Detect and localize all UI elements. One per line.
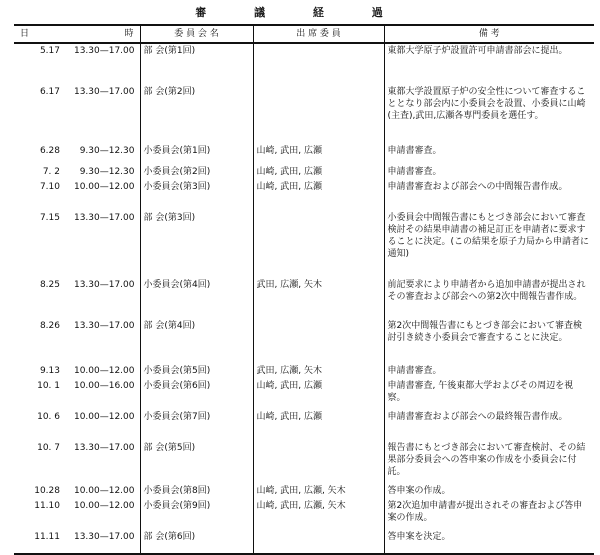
committee-cell: 部 会(第4回) xyxy=(140,319,253,364)
time-cell: 13.30—17.00 xyxy=(62,211,140,278)
committee-cell: 小委員会(第7回) xyxy=(140,410,253,441)
time-cell: 13.30—17.00 xyxy=(62,43,140,85)
time-cell: 10.00—12.00 xyxy=(62,410,140,441)
table-row xyxy=(14,144,594,165)
date-cell: 6.17 xyxy=(39,87,60,97)
members-cell: 山崎, 武田, 広瀬 xyxy=(253,410,384,441)
table-row xyxy=(14,165,594,180)
time-cell: 13.30—17.00 xyxy=(62,530,140,554)
date-cell: 7. 2 xyxy=(42,167,60,177)
notes-cell: 東都大学設置原子炉の安全性について審査することとなり部会内に小委員会を設置、小委員に山崎(主査),武田,広瀬各専門委員を選任す。 xyxy=(387,87,586,121)
table-row xyxy=(14,530,594,554)
date-cell: 7.15 xyxy=(39,213,60,223)
committee-cell: 小委員会(第1回) xyxy=(140,144,253,165)
table-row xyxy=(14,379,594,410)
table-row xyxy=(14,364,594,379)
date-cell: 8.26 xyxy=(39,321,60,331)
page-title: 審 議 経 過 xyxy=(195,6,405,19)
date-cell: 11.11 xyxy=(14,530,62,554)
time-cell: 10.00—12.00 xyxy=(62,499,140,530)
notes-cell: 東都大学原子炉設置許可申請書部会に提出。 xyxy=(387,46,568,56)
column-header-committee: 委 員 会 名 xyxy=(140,25,253,43)
date-cell: 7.10 xyxy=(39,182,60,192)
committee-cell: 部 会(第6回) xyxy=(140,530,253,554)
column-header-notes: 備 考 xyxy=(384,25,594,43)
committee-cell: 小委員会(第8回) xyxy=(140,484,253,499)
date-cell: 8.25 xyxy=(39,280,60,290)
date-cell: 9.13 xyxy=(39,366,60,376)
notes-cell: 第2次追加申請書が提出されその審査および答申案の作成。 xyxy=(387,501,583,523)
notes-cell: 申請書審査。 xyxy=(387,146,442,156)
notes-cell: 申請書審査および部会への中間報告書作成。 xyxy=(387,182,568,192)
members-cell: 山崎, 武田, 広瀬 xyxy=(253,379,384,410)
members-cell xyxy=(253,319,384,364)
committee-cell: 部 会(第5回) xyxy=(140,441,253,484)
committee-cell: 小委員会(第6回) xyxy=(140,379,253,410)
time-cell: 10.00—12.00 xyxy=(62,364,140,379)
committee-cell: 小委員会(第3回) xyxy=(140,180,253,211)
table-row xyxy=(14,180,594,211)
table-header-row xyxy=(14,25,594,43)
notes-cell: 答申案の作成。 xyxy=(387,486,451,496)
table-row xyxy=(14,85,594,144)
committee-cell: 部 会(第1回) xyxy=(140,43,253,85)
members-cell: 山崎, 武田, 広瀬, 矢木 xyxy=(253,484,384,499)
table-row xyxy=(14,441,594,484)
notes-cell: 申請書審査, 午後東都大学およびその周辺を視察。 xyxy=(387,381,574,403)
table-row xyxy=(14,43,594,85)
members-cell: 武田, 広瀬, 矢木 xyxy=(253,278,384,319)
notes-cell: 申請書審査および部会への最終報告書作成。 xyxy=(387,412,568,422)
notes-cell: 第2次中間報告書にもとづき部会において審査検討引き続き小委員会で審査することに決定。 xyxy=(387,321,583,343)
committee-cell: 部 会(第3回) xyxy=(140,211,253,278)
time-cell: 13.30—17.00 xyxy=(62,278,140,319)
time-cell: 9.30—12.30 xyxy=(62,144,140,165)
date-cell: 10. 6 xyxy=(37,412,60,422)
committee-cell: 部 会(第2回) xyxy=(140,85,253,144)
committee-cell: 小委員会(第5回) xyxy=(140,364,253,379)
members-cell: 山崎, 武田, 広瀬 xyxy=(253,165,384,180)
committee-cell: 小委員会(第2回) xyxy=(140,165,253,180)
notes-cell: 申請書審査。 xyxy=(387,167,442,177)
table-row xyxy=(14,484,594,499)
date-cell: 5.17 xyxy=(39,46,60,56)
notes-cell: 答申案を決定。 xyxy=(384,530,594,554)
members-cell xyxy=(253,211,384,278)
column-header-time: 時 xyxy=(62,25,140,43)
members-cell xyxy=(253,43,384,85)
time-cell: 10.00—12.00 xyxy=(62,180,140,211)
members-cell xyxy=(253,85,384,144)
date-cell: 11.10 xyxy=(34,501,60,511)
table-row xyxy=(14,278,594,319)
table-row xyxy=(14,410,594,441)
time-cell: 13.30—17.00 xyxy=(62,319,140,364)
date-cell: 6.28 xyxy=(39,146,60,156)
column-header-members: 出 席 委 員 xyxy=(253,25,384,43)
committee-cell: 小委員会(第4回) xyxy=(140,278,253,319)
date-cell: 10.28 xyxy=(34,486,60,496)
members-cell: 山崎, 武田, 広瀬 xyxy=(253,180,384,211)
notes-cell: 報告書にもとづき部会において審査検討、その結果部分委員会への答申案の作成を小委員会に付託。 xyxy=(387,443,586,477)
date-cell: 10. 7 xyxy=(37,443,60,453)
time-cell: 10.00—12.00 xyxy=(62,484,140,499)
members-cell xyxy=(253,441,384,484)
time-cell: 9.30—12.30 xyxy=(62,165,140,180)
column-header-date: 日 xyxy=(14,25,62,43)
notes-cell: 小委員会中間報告書にもとづき部会において審査検討その結果申請書の補足訂正を申請者に要求することに決定。(この結果を原子力局から申請者に通知) xyxy=(387,213,590,259)
notes-cell: 前記要求により申請者から追加申請書が提出されその審査および部会への第2次中間報告書作成。 xyxy=(387,280,586,302)
committee-cell: 小委員会(第9回) xyxy=(140,499,253,530)
notes-cell: 申請書審査。 xyxy=(387,366,442,376)
table-body xyxy=(14,43,594,554)
proceedings-table xyxy=(14,24,594,555)
time-cell: 13.30—17.00 xyxy=(62,85,140,144)
members-cell: 山崎, 武田, 広瀬, 矢木 xyxy=(253,499,384,530)
members-cell: 山崎, 武田, 広瀬 xyxy=(253,144,384,165)
proceedings-table-area xyxy=(14,24,594,542)
time-cell: 13.30—17.00 xyxy=(62,441,140,484)
table-row xyxy=(14,499,594,530)
members-cell: 武田, 広瀬, 矢木 xyxy=(253,364,384,379)
time-cell: 10.00—16.00 xyxy=(62,379,140,410)
table-row xyxy=(14,211,594,278)
table-row xyxy=(14,319,594,364)
date-cell: 10. 1 xyxy=(37,381,60,391)
members-cell xyxy=(253,530,384,554)
